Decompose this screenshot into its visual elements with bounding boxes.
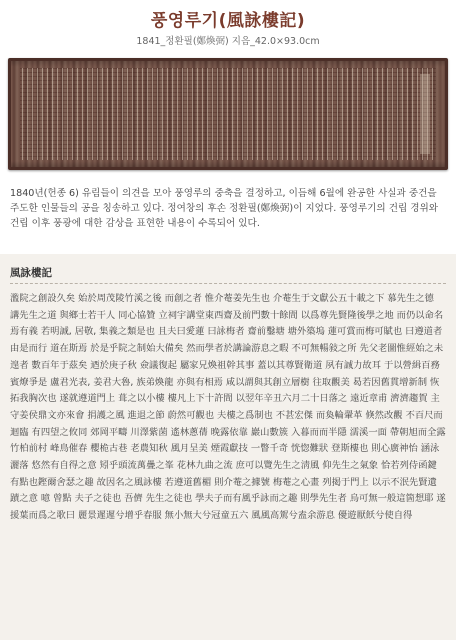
dashed-divider [10,283,446,284]
signboard-image [8,58,448,170]
description-paragraph: 1840년(헌종 6) 유림들이 의견을 모아 풍영루의 중축을 결정하고, 이듬해 6월에 완공한 사실과 중건을 주도한 인물들의 공을 칭송하고 있다. 정여창의 후손 정환필(鄭煥弼)이 지었다. 풍영루기의 건립 경위와 건립 이후 풍광에 대한 감상을 표현한 내용이 수록되어 있다. [10,188,439,229]
artifact-caption: 1841_정환필(鄭煥弼) 지음_42.0×93.0cm [136,36,320,47]
signboard-end-panel [420,74,430,154]
page-title: 풍영루기(風詠樓記) [150,11,306,31]
original-text-body: 濫院之創設久矣 始於周茂陵竹溪之後 而創之者 惟介菴姜先生也 介菴生于文獻公五十載之下 慕先生之德 講先生之道 與鄉士若干人 同心協贊 立祠宇講堂東西齋及前門數十餘間 以爲尊先賢隆後學之地 而仍以命名焉有義 若明誠, 居敬, 集義之類是也 且夫曰愛蓮 曰詠梅者 齋前鑿塘 塘外築塢 蓮可賞而梅可賦也 曰遵道者 由是而行 道在斯焉 於是乎院之制始大備矣 然而學者於講論游息之暇 不可無暢敍之所 先父老圖惟經始之未遑者 數百年于茲矣 迺於庚子秋 僉議復起 屬家兄煥祖幹其事 蓋以其尊賢衛道 夙有誠力故耳 于以營緝百務 賓燎爭是 盧君光表, 姜君大魯, 族弟煥龍 亦與有相焉 咸以謂與其創立層樹 往取觀美 曷若因舊貫增新制 恢拓我胸次也 遂就遵道門上 葺之以小樓 樓凡上下十許間 以翌年辛丑六月二十日落之 遠近章甫 濟濟趨賀 主守姜侯鼎文亦來會 捐護之風 進退之節 蔚然可觀也 夫樓之爲制也 不甚宏傑 而奐輪翬革 倏然改觀 不百尺而迴臨 有四望之攸同 郊岡平疇 川澤紫菌 遙林蔥蒨 晚露依靠 巖山數簇 入暮而而半隱 濡溪一面 帶朝旭而全露 竹柏前村 峰鳥催春 櫻桅古巷 老農知秋 風月呈美 煙霞獻技 一瞥千奇 恍惚難狀 登斯樓也 則心廣神怡 涵泳灑落 悠然有自得之意 矧乎頭流萬疊之峯 花林九曲之流 庶可以覽先生之淸風 仰先生之氣象 恰若列侍函鍵 有點也鏗爾舍瑟之趣 故因名之風詠樓 若遵道舊楣 則介菴之據號 梅菴之心畫 列掲于門上 以示不泯先賢遺蹟之意 噫 曾點 夫子之徒也 吾儕 先生之徒也 學夫子而有風乎詠而之趣 則學先生者 烏可無一般這箇想耶 遂援葉而爲之歌曰 麗景遲遲兮增乎春服 無小無大兮冠童五六 風風高駕兮盍余游息 優遊厭飫兮使自得 [10,293,446,522]
original-text-title: 風詠樓記 [10,267,52,279]
signboard-inscription [20,68,436,160]
